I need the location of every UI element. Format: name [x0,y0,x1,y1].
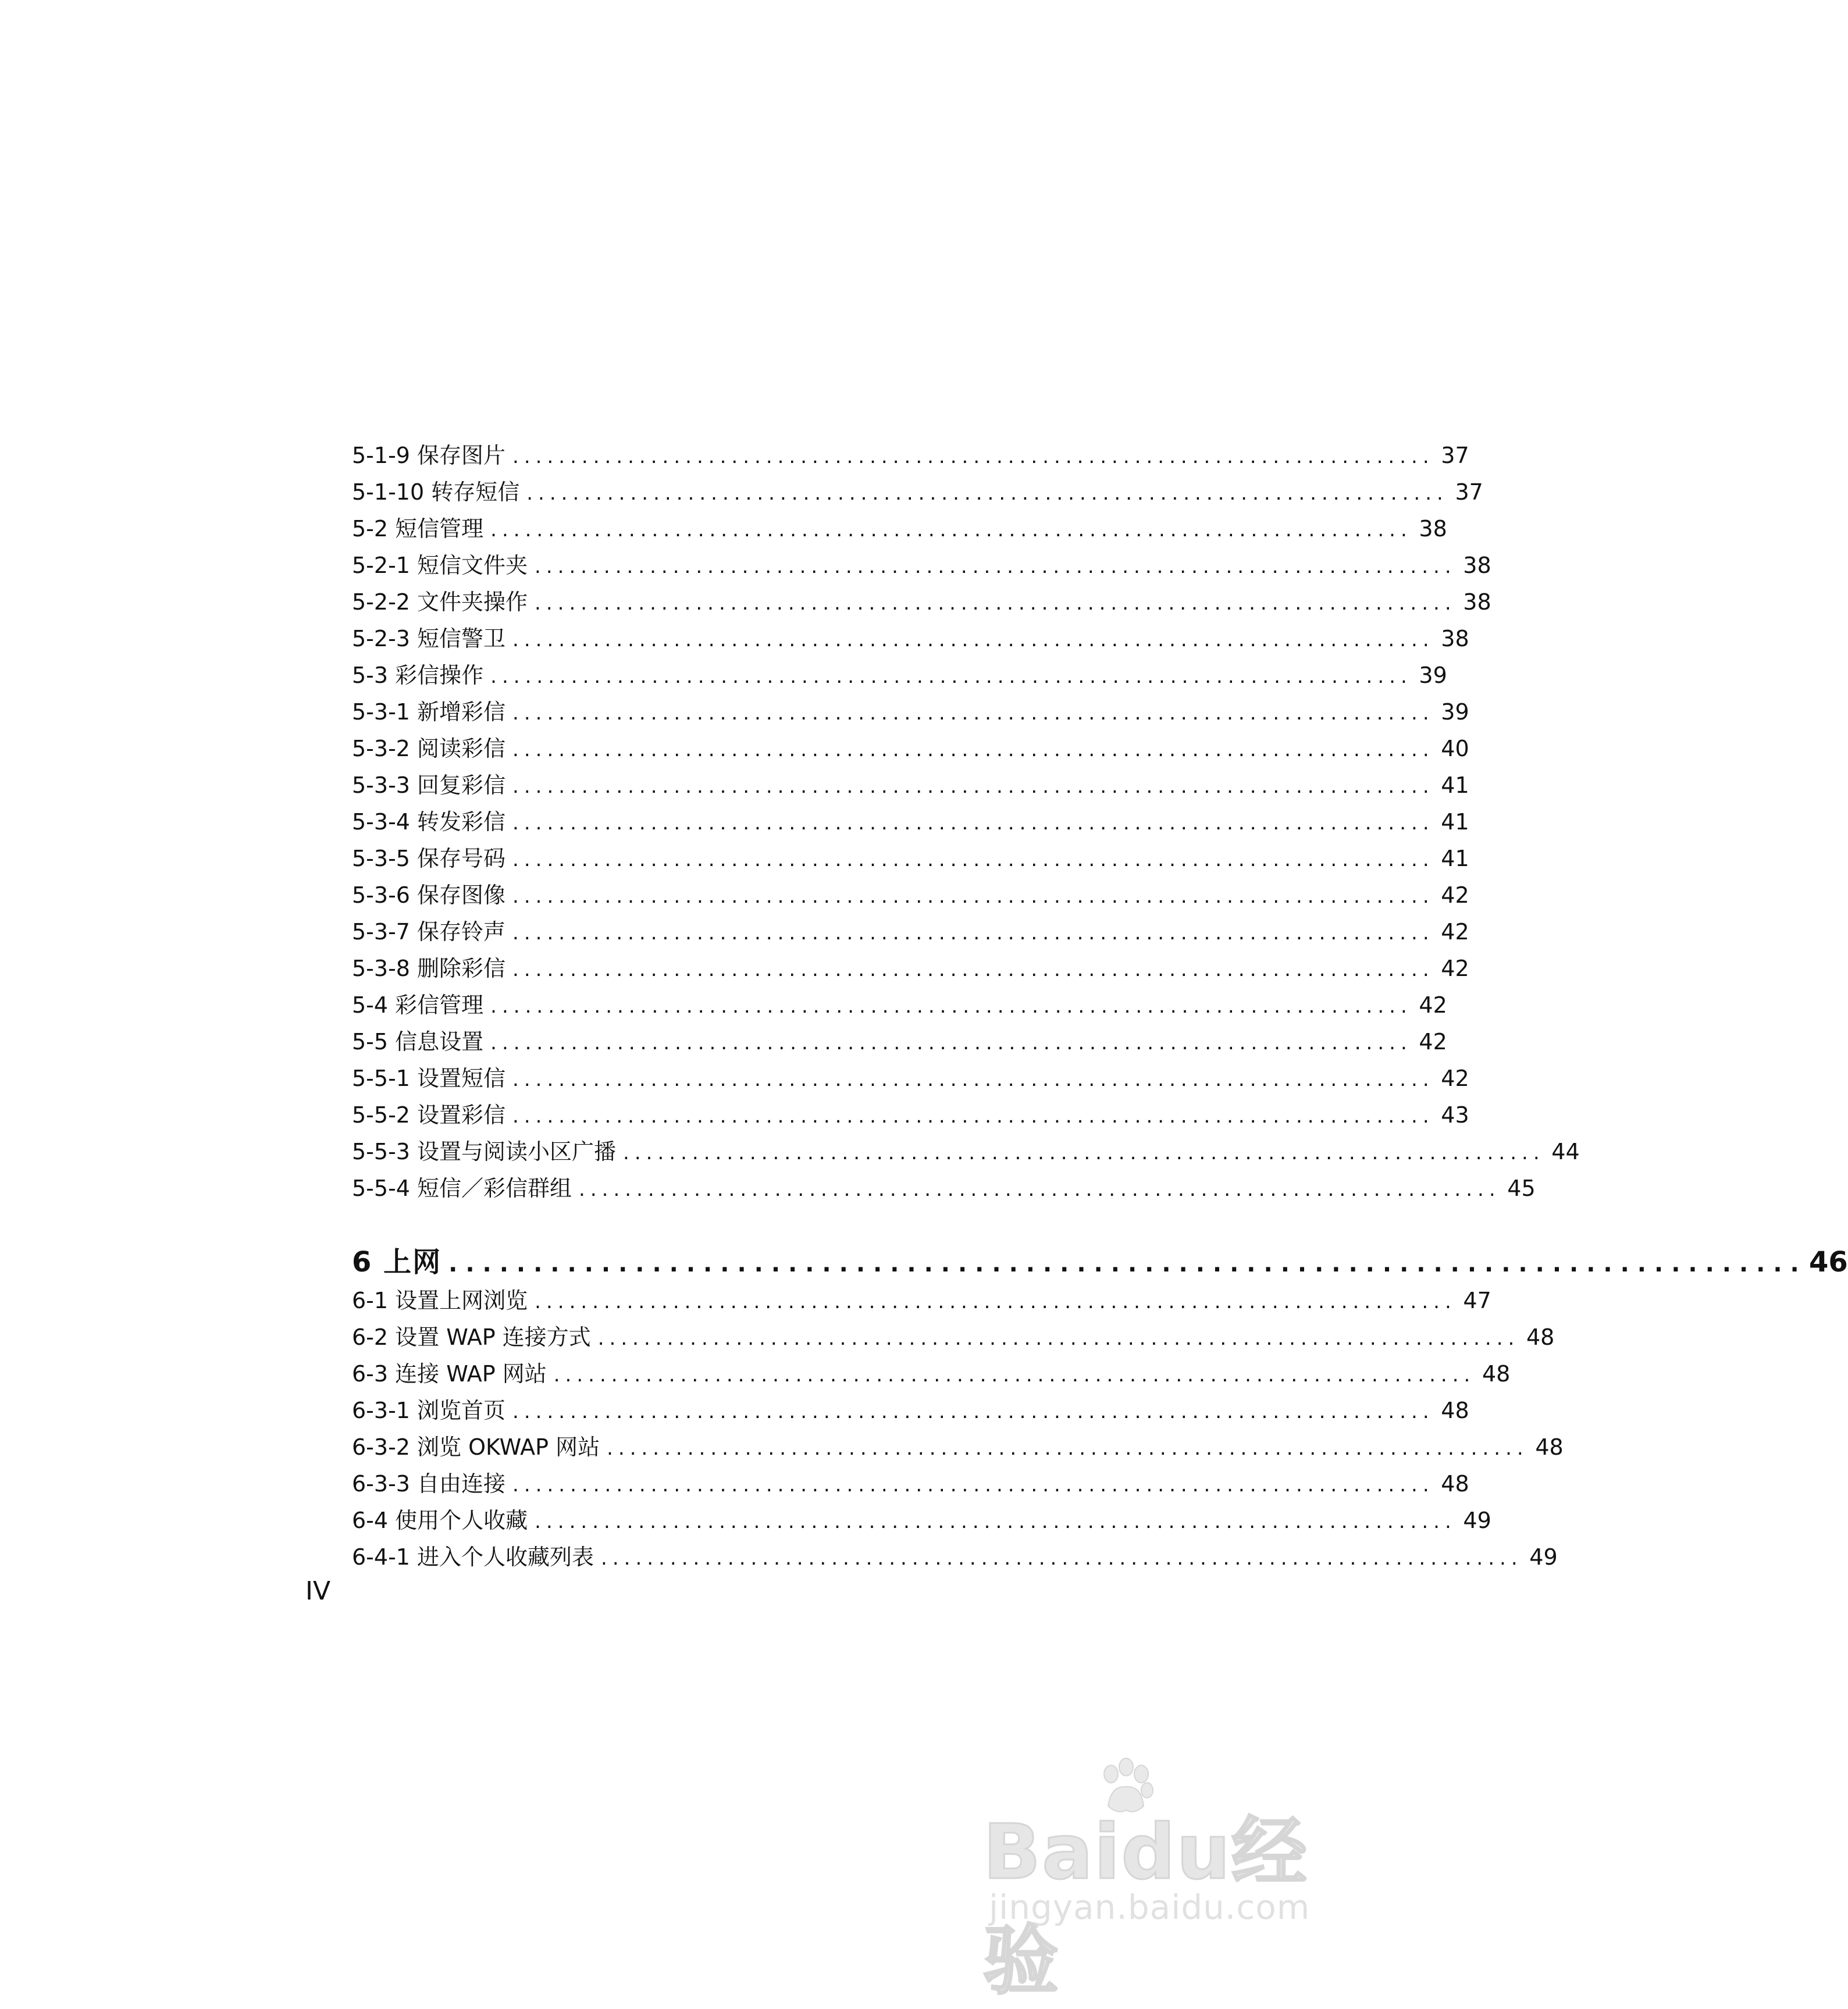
watermark-url: jingyan.baidu.com [989,1887,1311,1927]
toc-entry-label: 5-2-2 文件夹操作 [352,589,528,615]
toc-page-number: 42 [1441,919,1469,945]
toc-entry-label: 5-3-8 删除彩信 [352,956,506,981]
dot-leader: ................................................................................ [512,848,1434,871]
toc-chapter-row[interactable] [352,1242,1848,1283]
toc-entry-label: 5-3-1 新增彩信 [352,699,506,725]
toc-page-number: 48 [1526,1324,1555,1350]
toc-entry-label: 5-5-3 设置与阅读小区广播 [352,1139,617,1164]
toc-page-number: 41 [1441,809,1469,835]
toc-entry-label: 6-3 连接 WAP 网站 [352,1361,547,1387]
table-of-contents [352,437,1848,1576]
dot-leader: ................................................................................ [490,518,1412,542]
toc-entry-label: 5-1-9 保存图片 [352,443,506,468]
toc-page-number: 37 [1441,443,1469,468]
toc-row[interactable] [352,914,1469,950]
toc-row[interactable] [352,437,1469,474]
toc-entry-label: 5-3-7 保存铃声 [352,919,506,945]
dot-leader: ................................................................................ [490,665,1412,688]
toc-entry-label: 5-3-6 保存图像 [352,882,506,908]
toc-entry-label: 6 上网 [352,1246,442,1278]
toc-entry-label: 5-3-3 回复彩信 [352,772,506,798]
toc-row[interactable] [352,1356,1511,1392]
dot-leader: ................................................................................ [512,1068,1434,1091]
dot-leader: ................................................................................ [607,1437,1529,1460]
toc-row[interactable] [352,511,1447,547]
toc-row[interactable] [352,840,1469,877]
toc-entry-label: 6-3-2 浏览 OKWAP 网站 [352,1434,600,1460]
toc-page-number: 41 [1441,846,1469,871]
toc-page-number: 42 [1419,1029,1447,1055]
dot-leader: ................................................................................ [448,1251,1807,1277]
toc-row[interactable] [352,1097,1469,1134]
toc-row[interactable] [352,1283,1491,1319]
toc-entry-label: 5-2-1 短信文件夹 [352,553,528,578]
dot-leader: ................................................................................ [597,1327,1520,1350]
toc-row[interactable] [352,1134,1580,1170]
dot-leader: ................................................................................ [579,1178,1501,1201]
dot-leader: ................................................................................ [490,995,1412,1018]
toc-entry-label: 5-5-1 设置短信 [352,1066,506,1091]
toc-entry-label: 5-5-4 短信／彩信群组 [352,1176,572,1201]
toc-page-number: 45 [1507,1176,1536,1201]
toc-entry-label: 5-3-2 阅读彩信 [352,736,506,761]
toc-row[interactable] [352,657,1447,694]
toc-page-number: 42 [1419,992,1447,1018]
toc-page-number: 37 [1455,479,1483,505]
toc-entry-label: 5-4 彩信管理 [352,992,484,1018]
toc-row[interactable] [352,987,1447,1024]
toc-page-number: 47 [1463,1288,1491,1313]
toc-row[interactable] [352,731,1469,767]
toc-entry-label: 6-3-1 浏览首页 [352,1398,506,1423]
toc-row[interactable] [352,694,1469,731]
toc-entry-label: 5-2 短信管理 [352,516,484,542]
toc-entry-label: 5-5-2 设置彩信 [352,1102,506,1128]
toc-entry-label: 6-2 设置 WAP 连接方式 [352,1324,591,1350]
toc-page-number: 48 [1441,1471,1469,1497]
toc-page-number: 46 [1808,1246,1848,1278]
toc-page-number: 39 [1419,662,1447,688]
dot-leader: ................................................................................ [623,1141,1545,1164]
toc-page-number: 49 [1529,1544,1558,1570]
dot-leader: ................................................................................ [512,701,1434,725]
toc-row[interactable] [352,767,1469,804]
toc-page-number: 48 [1535,1434,1564,1460]
toc-entry-label: 5-3 彩信操作 [352,662,484,688]
toc-row[interactable] [352,950,1469,987]
toc-entry-label: 5-3-4 转发彩信 [352,809,506,835]
toc-page-number: 43 [1441,1102,1469,1128]
toc-row[interactable] [352,1466,1469,1502]
toc-page-number: 40 [1441,736,1469,761]
toc-page-number: 41 [1441,772,1469,798]
toc-page-number: 42 [1441,882,1469,908]
toc-entry-label: 6-1 设置上网浏览 [352,1288,528,1313]
toc-page-number: 44 [1551,1139,1580,1164]
toc-page-number: 48 [1441,1398,1469,1423]
dot-leader: ................................................................................ [553,1363,1476,1387]
toc-row[interactable] [352,1060,1469,1097]
toc-entry-label: 6-3-3 自由连接 [352,1471,506,1497]
toc-row[interactable] [352,1392,1469,1429]
toc-row[interactable] [352,877,1469,914]
toc-page-number: 38 [1463,589,1491,615]
dot-leader: ................................................................................ [512,885,1434,908]
toc-row[interactable] [352,584,1491,621]
dot-leader: ................................................................................ [526,482,1448,505]
toc-row[interactable] [352,1024,1447,1060]
dot-leader: ................................................................................ [512,1400,1434,1423]
dot-leader: ................................................................................ [512,628,1434,651]
toc-entry-label: 6-4 使用个人收藏 [352,1508,528,1533]
toc-entry-label: 6-4-1 进入个人收藏列表 [352,1544,594,1570]
toc-row[interactable] [352,1429,1564,1466]
toc-entry-label: 5-2-3 短信警卫 [352,626,506,651]
toc-page-number: 49 [1463,1508,1491,1533]
dot-leader: ................................................................................ [512,811,1434,835]
toc-row[interactable] [352,621,1469,657]
toc-page-number: 38 [1419,516,1447,542]
dot-leader: ................................................................................ [512,958,1434,981]
toc-page-number: 48 [1482,1361,1511,1387]
dot-leader: ................................................................................ [535,555,1457,578]
dot-leader: ................................................................................ [535,592,1457,615]
dot-leader: ................................................................................ [601,1547,1523,1570]
dot-leader: ................................................................................ [512,738,1434,761]
toc-row[interactable] [352,1319,1555,1356]
toc-page-number: 39 [1441,699,1469,725]
baidu-watermark [983,1757,1311,2005]
dot-leader: ................................................................................ [535,1510,1457,1533]
toc-row[interactable] [352,547,1491,584]
toc-row[interactable] [352,1170,1536,1207]
toc-page-number: 38 [1463,553,1491,578]
dot-leader: ................................................................................ [535,1290,1457,1313]
dot-leader: ................................................................................ [512,1473,1434,1497]
dot-leader: ................................................................................ [512,1105,1434,1128]
dot-leader: ................................................................................ [512,445,1434,468]
toc-page-number: 38 [1441,626,1469,651]
dot-leader: ................................................................................ [490,1031,1412,1055]
toc-page-number: 42 [1441,1066,1469,1091]
toc-row[interactable] [352,804,1469,840]
dot-leader: ................................................................................ [512,921,1434,945]
toc-entry-label: 5-1-10 转存短信 [352,479,520,505]
dot-leader: ................................................................................ [512,775,1434,798]
toc-row[interactable] [352,1539,1558,1576]
page-number: IV [305,1576,331,1606]
toc-page-number: 42 [1441,956,1469,981]
toc-row[interactable] [352,1502,1491,1539]
toc-entry-label: 5-5 信息设置 [352,1029,484,1055]
toc-entry-label: 5-3-5 保存号码 [352,846,506,871]
watermark-brand: Baidu经验 [983,1808,1308,2005]
toc-row[interactable] [352,474,1483,511]
